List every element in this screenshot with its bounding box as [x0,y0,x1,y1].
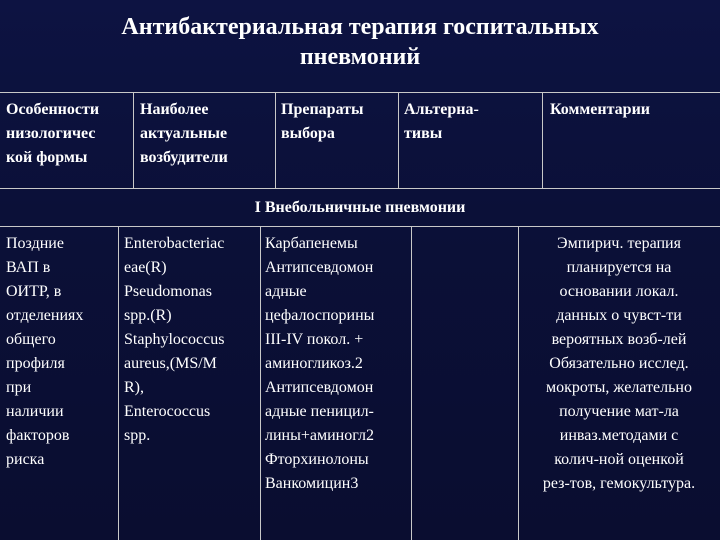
cell-pathogens: Enterobacteriac eae(R) Pseudomonas spp.(R) Staphylococcus aureus,(MS/M R), Enterococcus spp. [124,235,225,444]
cell-drugs: Карбапенемы Антипсевдомон адные цефалоспорины III-IV покол. + аминогликоз.2 Антипсевдомон адные пеницил- лины+аминогл2 Фторхинолоны Ванкомицин3 [265,235,375,492]
body-divider-2 [260,226,261,540]
header-divider-4 [542,92,543,188]
page-title: Антибактериальная терапия госпитальных пневмоний [121,14,599,70]
header-drugs: Препараты выбора [281,101,364,142]
body-divider-1 [118,226,119,540]
header-alternatives: Альтерна- тивы [404,101,479,142]
section-title: I Внебольничные пневмонии [254,199,466,216]
body-divider-3 [411,226,412,540]
table-header-bottom [0,188,720,189]
header-divider-2 [275,92,276,188]
header-divider-1 [133,92,134,188]
header-comments: Комментарии [550,101,651,118]
cell-comments: Эмпирич. терапия планируется на основании локал. данных о чувст-ти вероятных возб-лей Обязательно исслед. мокроты, желательно получение мат-ла инваз.методами с колич-ной оценкой рез-тов, гемокультура. [542,235,696,492]
table-border-top [0,92,720,93]
header-features: Особенности низологичес кой формы [6,101,100,166]
header-divider-3 [398,92,399,188]
table-section-bottom [0,226,720,227]
body-divider-4 [518,226,519,540]
header-pathogens: Наиболее актуальные возбудители [140,101,228,166]
cell-features: Поздние ВАП в ОИТР, в отделениях общего профиля при наличии факторов риска [6,235,84,468]
